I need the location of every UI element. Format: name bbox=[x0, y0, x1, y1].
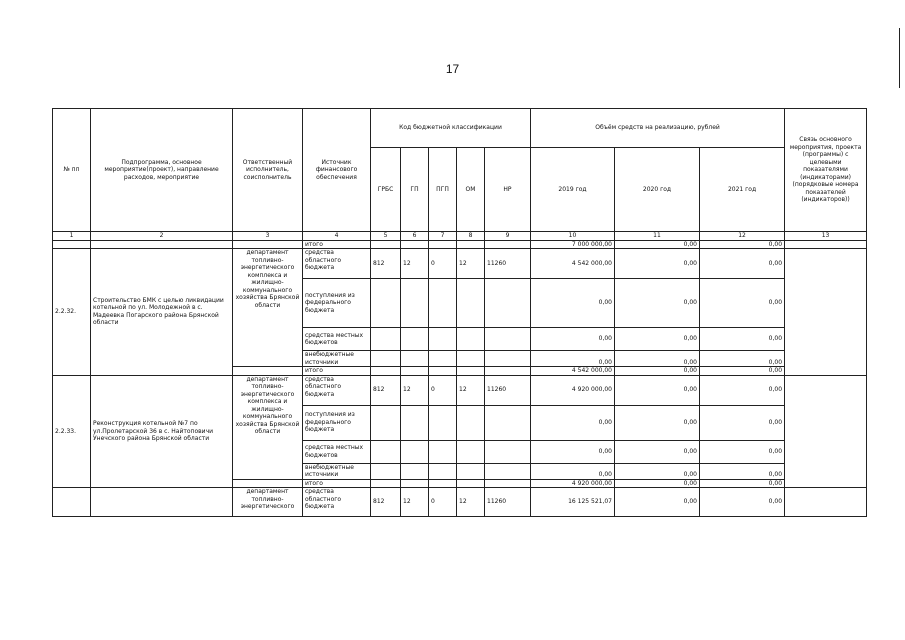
col-num: 2 bbox=[91, 232, 233, 241]
source-label: средства областного бюджета bbox=[303, 375, 371, 405]
value-2021: 0,00 bbox=[700, 328, 785, 351]
item-index: 2.2.32. bbox=[53, 249, 91, 376]
col-num: 11 bbox=[615, 232, 700, 241]
header-2020: 2020 год bbox=[615, 148, 700, 232]
value-2019: 4 542 000,00 bbox=[531, 367, 615, 376]
source-label: итого bbox=[303, 240, 371, 249]
col-num: 1 bbox=[53, 232, 91, 241]
source-label: поступления из федерального бюджета bbox=[303, 405, 371, 440]
code-gp: 12 bbox=[401, 249, 429, 279]
header-nr: НР bbox=[485, 148, 531, 232]
item-name: Строительство БМК с целью ликвидации котельной по ул. Молодежной в с. Мадеевка Погарского района Брянской области bbox=[91, 249, 233, 376]
header-2021: 2021 год bbox=[700, 148, 785, 232]
col-num: 13 bbox=[785, 232, 867, 241]
column-number-row bbox=[53, 232, 867, 241]
code-grbs: 812 bbox=[371, 375, 401, 405]
value-2019: 0,00 bbox=[531, 279, 615, 328]
value-2020: 0,00 bbox=[615, 375, 700, 405]
col-num: 6 bbox=[401, 232, 429, 241]
code-nr: 11260 bbox=[485, 375, 531, 405]
value-2019: 0,00 bbox=[531, 328, 615, 351]
header-om: ОМ bbox=[457, 148, 485, 232]
value-2020: 0,00 bbox=[615, 351, 700, 367]
value-2020: 0,00 bbox=[615, 240, 700, 249]
source-label: средства местных бюджетов bbox=[303, 440, 371, 463]
value-2019: 0,00 bbox=[531, 405, 615, 440]
col-num: 10 bbox=[531, 232, 615, 241]
code-nr: 11260 bbox=[485, 249, 531, 279]
code-pgp: 0 bbox=[429, 375, 457, 405]
source-label: итого bbox=[303, 367, 371, 376]
header-gp: ГП bbox=[401, 148, 429, 232]
source-label: средства областного бюджета bbox=[303, 488, 371, 517]
value-2020: 0,00 bbox=[615, 405, 700, 440]
col-num: 9 bbox=[485, 232, 531, 241]
header-link: Связь основного мероприятия, проекта (программы) с целевыми показателями (индикаторами) (порядковые номера показателей (индикаторов)) bbox=[785, 109, 867, 232]
source-label: средства областного бюджета bbox=[303, 249, 371, 279]
col-num: 8 bbox=[457, 232, 485, 241]
value-2021: 0,00 bbox=[700, 279, 785, 328]
code-om: 12 bbox=[457, 375, 485, 405]
value-2021: 0,00 bbox=[700, 367, 785, 376]
col-num: 12 bbox=[700, 232, 785, 241]
source-label: внебюджетные источники bbox=[303, 351, 371, 367]
col-num: 3 bbox=[233, 232, 303, 241]
table-row bbox=[53, 488, 867, 517]
value-2021: 0,00 bbox=[700, 405, 785, 440]
budget-table bbox=[52, 108, 867, 517]
value-2020: 0,00 bbox=[615, 249, 700, 279]
value-2021: 0,00 bbox=[700, 249, 785, 279]
code-om: 12 bbox=[457, 488, 485, 517]
value-2021: 0,00 bbox=[700, 440, 785, 463]
value-2019: 0,00 bbox=[531, 351, 615, 367]
source-label: средства местных бюджетов bbox=[303, 328, 371, 351]
value-2021: 0,00 bbox=[700, 351, 785, 367]
item-executor: департамент топливно-энергетического bbox=[233, 488, 303, 517]
code-om: 12 bbox=[457, 249, 485, 279]
value-2019: 4 920 000,00 bbox=[531, 479, 615, 488]
header-grbs: ГРБС bbox=[371, 148, 401, 232]
header-executor: Ответственный исполнитель, соисполнитель bbox=[233, 109, 303, 232]
value-2019: 7 000 000,00 bbox=[531, 240, 615, 249]
value-2021: 0,00 bbox=[700, 463, 785, 479]
source-label: поступления из федерального бюджета bbox=[303, 279, 371, 328]
item-name: Реконструкция котельной №7 по ул.Пролетарской 36 в с. Найтоповичи Унечского района Брянской области bbox=[91, 375, 233, 488]
table-row bbox=[53, 249, 867, 279]
value-2020: 0,00 bbox=[615, 479, 700, 488]
value-2020: 0,00 bbox=[615, 440, 700, 463]
code-gp: 12 bbox=[401, 488, 429, 517]
code-nr: 11260 bbox=[485, 488, 531, 517]
code-grbs: 812 bbox=[371, 488, 401, 517]
header-volume: Объём средств на реализацию, рублей bbox=[531, 109, 785, 148]
table-row bbox=[53, 375, 867, 405]
scan-edge-mark bbox=[899, 28, 900, 88]
header-2019: 2019 год bbox=[531, 148, 615, 232]
header-budget-code: Код бюджетной классификации bbox=[371, 109, 531, 148]
value-2019: 0,00 bbox=[531, 463, 615, 479]
item-index: 2.2.33. bbox=[53, 375, 91, 488]
value-2021: 0,00 bbox=[700, 375, 785, 405]
source-label: внебюджетные источники bbox=[303, 463, 371, 479]
value-2021: 0,00 bbox=[700, 488, 785, 517]
value-2020: 0,00 bbox=[615, 488, 700, 517]
source-label: итого bbox=[303, 479, 371, 488]
value-2020: 0,00 bbox=[615, 279, 700, 328]
col-num: 5 bbox=[371, 232, 401, 241]
item-executor: департамент топливно-энергетического комплекса и жилищно-коммунального хозяйства Брянской области bbox=[233, 249, 303, 367]
value-2019: 4 920 000,00 bbox=[531, 375, 615, 405]
table-row-top-total bbox=[53, 240, 867, 249]
item-executor: департамент топливно-энергетического комплекса и жилищно-коммунального хозяйства Брянской области bbox=[233, 375, 303, 479]
header-pgp: ПГП bbox=[429, 148, 457, 232]
value-2020: 0,00 bbox=[615, 463, 700, 479]
header-program: Подпрограмма, основное мероприятие(проект), направление расходов, мероприятие bbox=[91, 109, 233, 232]
code-pgp: 0 bbox=[429, 488, 457, 517]
value-2021: 0,00 bbox=[700, 479, 785, 488]
value-2021: 0,00 bbox=[700, 240, 785, 249]
value-2019: 4 542 000,00 bbox=[531, 249, 615, 279]
col-num: 7 bbox=[429, 232, 457, 241]
value-2020: 0,00 bbox=[615, 367, 700, 376]
value-2019: 16 125 521,07 bbox=[531, 488, 615, 517]
code-pgp: 0 bbox=[429, 249, 457, 279]
page-number: 17 bbox=[445, 62, 460, 76]
code-grbs: 812 bbox=[371, 249, 401, 279]
header-num: № пп bbox=[53, 109, 91, 232]
col-num: 4 bbox=[303, 232, 371, 241]
value-2019: 0,00 bbox=[531, 440, 615, 463]
code-gp: 12 bbox=[401, 375, 429, 405]
value-2020: 0,00 bbox=[615, 328, 700, 351]
header-source: Источник финансового обеспечения bbox=[303, 109, 371, 232]
